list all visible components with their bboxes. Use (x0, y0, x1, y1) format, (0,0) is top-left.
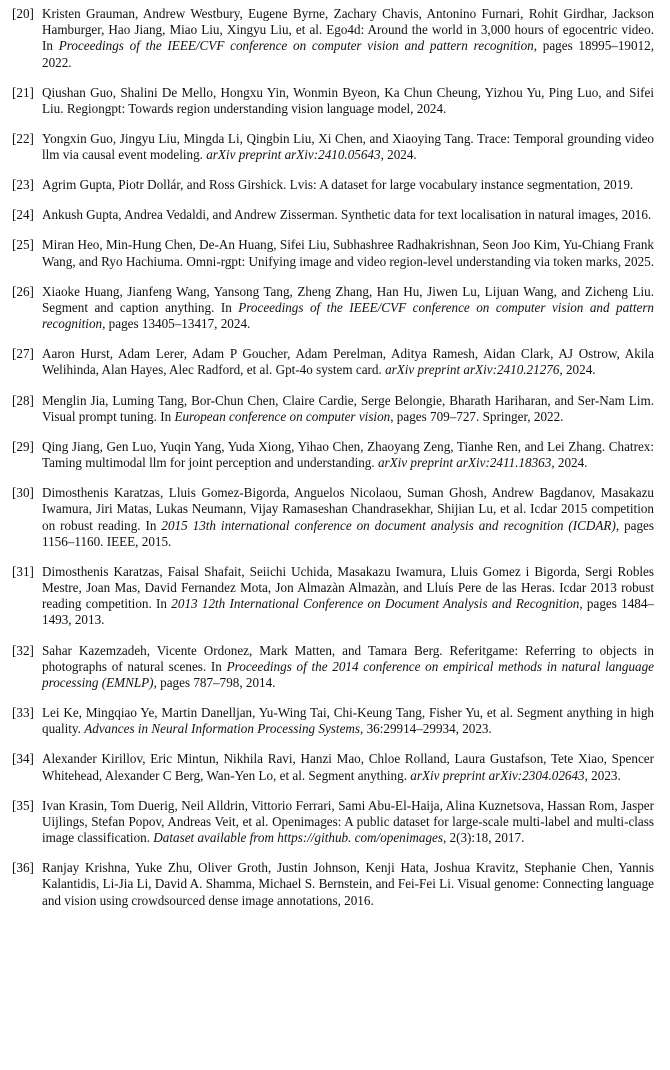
reference-venue: 2013 12th International Conference on Document Analysis and Recognition (171, 596, 580, 612)
reference-segment: , pages 1484–1493, 2013. (42, 596, 655, 628)
reference-number: [34] (12, 751, 34, 767)
reference-segment: Menglin Jia, Luming Tang, Bor-Chun Chen, Claire Cardie, Serge Belongie, Bharath Hariharan, and Ser-Nam Lim. Visual prompt tuning. In (42, 392, 654, 424)
reference-venue: arXiv preprint arXiv:2411.18363 (377, 455, 552, 471)
reference-entry (12, 860, 654, 909)
reference-entry (12, 485, 654, 550)
reference-entry (12, 131, 654, 163)
reference-number: [22] (12, 131, 34, 146)
reference-number: [29] (12, 438, 34, 454)
reference-segment: Qiushan Guo, Shalini De Mello, Hongxu Yin, Wonmin Byeon, Ka Chun Cheung, Yizhou Yu, Ping Luo, and Sifei Liu. Regiongpt: Towards region understanding vision language model, 2024. (42, 84, 654, 116)
reference-segment: , pages 18995–19012, 2022. (42, 38, 654, 70)
reference-text (42, 177, 654, 193)
reference-venue: Dataset available from https://github. com/openimages (153, 830, 443, 846)
reference-segment: Ivan Krasin, Tom Duerig, Neil Alldrin, Vittorio Ferrari, Sami Abu-El-Haija, Alina Kuznetsova, Hassan Rom, Jasper Uijlings, Stefan Popov, Andreas Veit, et al. Openimages: A public dataset for large-scale multi-label and multi-class image classification. (42, 797, 654, 846)
reference-segment: Ankush Gupta, Andrea Vedaldi, and Andrew Zisserman. Synthetic data for text localisation in natural images, 2016. (42, 207, 652, 223)
reference-segment: Aaron Hurst, Adam Lerer, Adam P Goucher, Adam Perelman, Aditya Ramesh, Aidan Clark, AJ Ostrow, Akila Welihinda, Alan Hayes, Alec Radford, et al. Gpt-4o system card. (42, 346, 654, 378)
reference-text (42, 860, 654, 909)
reference-segment: , pages 709–727. Springer, 2022. (390, 408, 564, 424)
reference-entry (12, 564, 654, 629)
reference-text (42, 564, 654, 629)
reference-text (42, 6, 654, 71)
reference-segment: , 2023. (584, 767, 621, 783)
reference-text (42, 485, 654, 550)
reference-text (42, 439, 654, 471)
reference-venue: Proceedings of the IEEE/CVF conference on computer vision and pattern recognition (58, 38, 534, 54)
reference-venue: Advances in Neural Information Processing Systems (84, 721, 361, 737)
reference-number: [20] (12, 6, 34, 21)
reference-segment: , 2024. (559, 362, 596, 378)
reference-entry (12, 798, 654, 847)
reference-entry (12, 237, 654, 269)
reference-entry (12, 439, 654, 471)
reference-segment: Xiaoke Huang, Jianfeng Wang, Yansong Tang, Zheng Zhang, Han Hu, Jiwen Lu, Lijuan Wang, and Zicheng Liu. Segment and caption anything. In (42, 283, 654, 315)
reference-number: [30] (12, 485, 34, 501)
reference-segment: , 2024. (551, 455, 588, 471)
reference-segment: Qing Jiang, Gen Luo, Yuqin Yang, Yuda Xiong, Yihao Chen, Zhaoyang Zeng, Tianhe Ren, and Lei Zhang. Chatrex: Taming multimodal llm for joint perception and understanding. (42, 438, 654, 471)
reference-text (42, 207, 654, 223)
reference-segment: , 2024. (380, 147, 417, 163)
reference-venue: arXiv preprint arXiv:2410.05643 (206, 147, 381, 163)
reference-list (12, 6, 654, 909)
reference-entry (12, 85, 654, 117)
reference-number: [25] (12, 237, 34, 253)
reference-number: [32] (12, 642, 34, 658)
reference-segment: Dimosthenis Karatzas, Faisal Shafait, Seiichi Uchida, Masakazu Iwamura, Lluis Gomez i Bigorda, Sergi Robles Mestre, Joan Mas, David Fernandez Mota, Jon Almazàn Almazàn, and Lluís Pere de las Heras. Icdar 2013 robust reading competition. In (42, 563, 654, 612)
reference-entry (12, 346, 654, 378)
reference-text (42, 643, 654, 692)
reference-entry (12, 393, 654, 425)
reference-entry (12, 177, 654, 193)
reference-segment: Kristen Grauman, Andrew Westbury, Eugene Byrne, Zachary Chavis, Antonino Furnari, Rohit Girdhar, Jackson Hamburger, Hao Jiang, Miao Liu, Xingyu Liu, et al. Ego4d: Around the world in 3,000 hours of egocentric video. In (42, 6, 654, 54)
reference-number: [21] (12, 84, 34, 100)
reference-text (42, 85, 654, 117)
reference-venue: arXiv preprint arXiv:2410.21276 (385, 362, 560, 378)
reference-segment: Ranjay Krishna, Yuke Zhu, Oliver Groth, Justin Johnson, Kenji Hata, Joshua Kravitz, Stephanie Chen, Yannis Kalantidis, Li-Jia Li, David A. Shamma, Michael S. Bernstein, and Fei-Fei Li. Visual genome: Connecting language and vision using crowdsourced dense image annotations, 2016. (42, 860, 654, 908)
reference-segment: , pages 787–798, 2014. (153, 674, 276, 690)
reference-segment: Sahar Kazemzadeh, Vicente Ordonez, Mark Matten, and Tamara Berg. Referitgame: Referring to objects in photographs of natural scenes. In (42, 642, 654, 674)
reference-segment: Yongxin Guo, Jingyu Liu, Mingda Li, Qingbin Liu, Xi Chen, and Xiaoying Tang. Trace: Temporal grounding video llm via causal event modeling. (42, 131, 654, 163)
reference-text (42, 346, 654, 378)
reference-number: [28] (12, 392, 34, 408)
reference-entry (12, 751, 654, 783)
reference-venue: Proceedings of the IEEE/CVF conference on computer vision and pattern recognition (42, 299, 655, 332)
reference-number: [23] (12, 177, 34, 193)
reference-venue: European conference on computer vision (174, 408, 391, 424)
reference-entry (12, 643, 654, 692)
reference-segment: , pages 13405–13417, 2024. (102, 316, 251, 332)
reference-entry (12, 705, 654, 737)
reference-text (42, 751, 654, 783)
reference-number: [35] (12, 797, 34, 813)
reference-text (42, 284, 654, 333)
reference-text (42, 237, 654, 269)
reference-text (42, 705, 654, 737)
reference-segment: Agrim Gupta, Piotr Dollár, and Ross Girshick. Lvis: A dataset for large vocabulary instance segmentation, 2019. (42, 177, 634, 193)
reference-segment: Dimosthenis Karatzas, Lluis Gomez-Bigorda, Anguelos Nicolaou, Suman Ghosh, Andrew Bagdanov, Masakazu Iwamura, Jiri Matas, Lukas Neumann, Vijay Ramaseshan Chandrasekhar, Shijian Lu, et al. Icdar 2015 competition on robust reading. In (42, 485, 654, 533)
reference-number: [31] (12, 563, 34, 579)
reference-segment: Miran Heo, Min-Hung Chen, De-An Huang, Sifei Liu, Subhashree Radhakrishnan, Seon Joo Kim, Yu-Chiang Frank Wang, and Ryo Hachiuma. Omni-rgpt: Unifying image and video region-level understanding via token marks, 2025. (42, 237, 654, 269)
reference-entry (12, 284, 654, 333)
reference-text (42, 393, 654, 425)
reference-segment: , 2(3):18, 2017. (442, 830, 525, 846)
reference-venue: Proceedings of the 2014 conference on empirical methods in natural language processing (EMNLP) (42, 658, 654, 690)
reference-venue: arXiv preprint arXiv:2304.02643 (410, 767, 585, 783)
reference-venue: 2015 13th international conference on document analysis and recognition (ICDAR) (161, 517, 616, 533)
reference-number: [27] (12, 346, 34, 362)
reference-number: [24] (12, 207, 34, 223)
reference-segment: , pages 1156–1160. IEEE, 2015. (42, 517, 654, 549)
reference-segment: Lei Ke, Mingqiao Ye, Martin Danelljan, Yu-Wing Tai, Chi-Keung Tang, Fisher Yu, et al. Segment anything in high quality. (42, 705, 654, 737)
reference-number: [33] (12, 705, 34, 721)
reference-text (42, 131, 654, 163)
reference-text (42, 798, 654, 847)
reference-entry (12, 207, 654, 223)
reference-number: [36] (12, 860, 34, 876)
reference-segment: Alexander Kirillov, Eric Mintun, Nikhila Ravi, Hanzi Mao, Chloe Rolland, Laura Gustafson, Tete Xiao, Spencer Whitehead, Alexander C Berg, Wan-Yen Lo, et al. Segment anything. (42, 751, 654, 783)
reference-entry (12, 6, 654, 71)
reference-number: [26] (12, 283, 34, 299)
reference-segment: , 36:29914–29934, 2023. (360, 721, 492, 737)
